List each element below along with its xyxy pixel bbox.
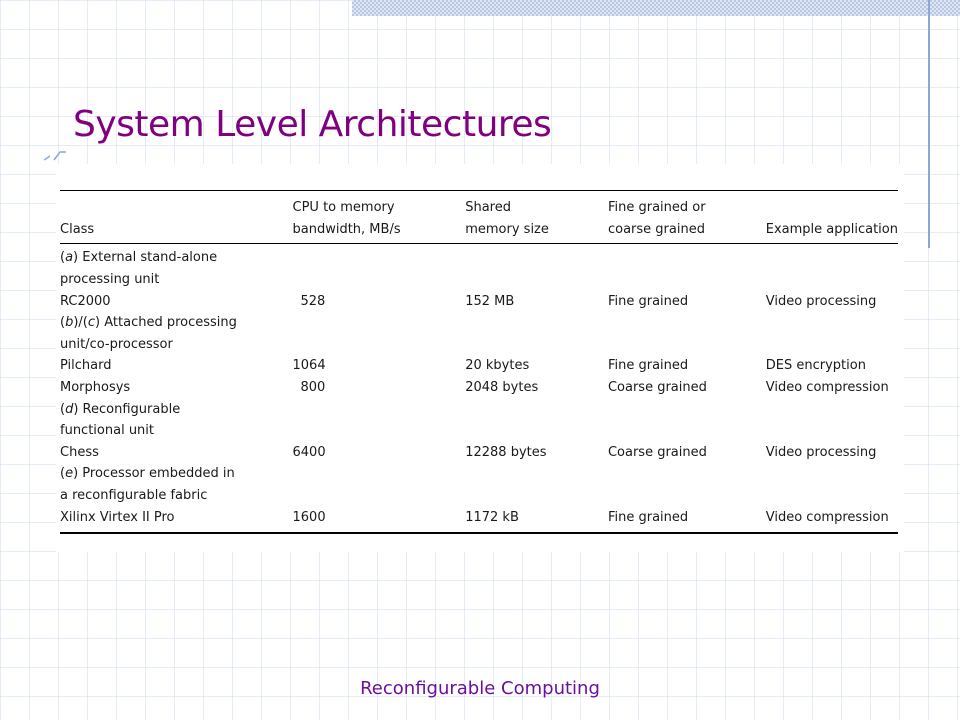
- group-label-d: (d) Reconfigurable: [60, 401, 181, 417]
- group-row: [60, 244, 898, 269]
- header-memory-line1: Shared: [465, 200, 511, 216]
- cell-memory: 2048 bytes: [465, 380, 539, 396]
- cell-name: Xilinx Virtex II Pro: [60, 509, 175, 525]
- group-label-d-line2: functional unit: [60, 423, 155, 439]
- cell-memory: 1172 kB: [465, 509, 519, 525]
- slide-footer: Reconfigurable Computing: [360, 678, 600, 699]
- group-label-a: (a) External stand-alone: [60, 250, 218, 266]
- right-accent-rule: [928, 0, 930, 248]
- header-row-2: [60, 219, 898, 244]
- cell-bandwidth: 528: [300, 293, 326, 309]
- cell-grain: Fine grained: [607, 293, 689, 309]
- title-corner-icon: [44, 148, 68, 162]
- cell-bandwidth: 1600: [292, 509, 326, 525]
- cell-grain: Coarse grained: [607, 380, 707, 396]
- header-application-cell: [766, 191, 898, 219]
- cell-application: Video compression: [765, 380, 889, 396]
- cell-memory: 152 MB: [465, 293, 515, 309]
- cell-name: Morphosys: [60, 380, 131, 396]
- architecture-table: [60, 190, 898, 534]
- group-row: [60, 398, 898, 420]
- group-label-bc: (b)/(c) Attached processing: [60, 315, 237, 331]
- table-row: [60, 442, 898, 464]
- group-label-bc-line2: unit/co-processor: [60, 336, 173, 352]
- group-row: [60, 334, 898, 356]
- table-panel: [56, 164, 904, 552]
- cell-application: Video processing: [765, 293, 877, 309]
- header-application: Example application: [766, 219, 898, 244]
- cell-bandwidth: 6400: [292, 444, 326, 460]
- header-class: Class: [60, 219, 293, 244]
- top-decorative-band: [352, 0, 960, 16]
- cell-name: Pilchard: [60, 358, 112, 374]
- cell-application: Video processing: [765, 444, 877, 460]
- group-label-e: (e) Processor embedded in: [60, 466, 235, 482]
- table-row: [60, 377, 898, 399]
- group-row: [60, 269, 898, 291]
- table-row: [60, 290, 898, 312]
- cell-grain: Fine grained: [607, 358, 689, 374]
- header-grain-line2: coarse grained: [608, 219, 766, 244]
- table-body: [60, 244, 898, 533]
- cell-memory: 20 kbytes: [465, 358, 530, 374]
- cell-grain: Fine grained: [607, 509, 689, 525]
- header-class-cell: [60, 191, 293, 219]
- table-row: [60, 355, 898, 377]
- header-grain-line1: Fine grained or: [607, 200, 706, 216]
- slide-title: System Level Architectures: [73, 104, 552, 145]
- header-bandwidth-line2: bandwidth, MB/s: [293, 219, 466, 244]
- group-row: [60, 420, 898, 442]
- header-bandwidth-line1: CPU to memory: [292, 200, 395, 216]
- cell-name: Chess: [60, 444, 99, 460]
- group-row: [60, 463, 898, 485]
- cell-grain: Coarse grained: [607, 444, 707, 460]
- cell-application: DES encryption: [765, 358, 866, 374]
- group-row: [60, 312, 898, 334]
- group-label-a-line2: processing unit: [60, 272, 160, 288]
- header-memory-line2: memory size: [465, 219, 608, 244]
- cell-application: Video compression: [765, 509, 889, 525]
- group-label-e-line2: a reconfigurable fabric: [60, 488, 208, 504]
- table-header: [60, 191, 898, 244]
- header-row-1: [60, 191, 898, 219]
- cell-bandwidth: 800: [300, 380, 326, 396]
- cell-name: RC2000: [60, 293, 111, 309]
- cell-memory: 12288 bytes: [465, 444, 547, 460]
- table-row: [60, 506, 898, 533]
- cell-bandwidth: 1064: [292, 358, 326, 374]
- group-row: [60, 485, 898, 507]
